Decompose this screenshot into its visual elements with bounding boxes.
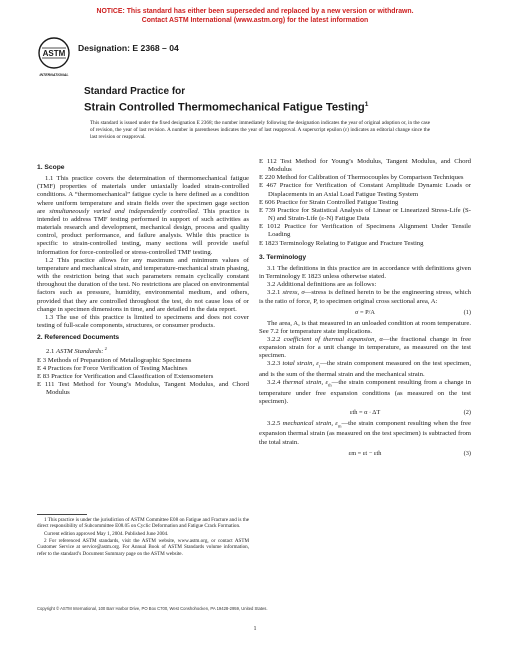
paragraph-3-2-3: 3.2.3 total strain, $\varepsilon_t—the$ strain component measured on the test specimen, and is the sum of the thermal strain and the mechanical strain.	[259, 360, 471, 378]
reference-item: E 83 Practice for Verification and Classification of Extensometers	[37, 372, 214, 380]
notice-line-2: Contact ASTM International (www.astm.org) for the latest information	[141, 17, 369, 24]
reference-item: E 220 Method for Calibration of Thermocouples by Comparison Techniques	[259, 174, 464, 182]
page-number: 1	[253, 626, 257, 632]
equation-2-body: εth = α · ΔT	[349, 408, 381, 416]
logo-text: ASTM	[42, 49, 66, 58]
equation-3-number: (3)	[463, 449, 471, 457]
astm-logo-icon	[37, 36, 71, 80]
paragraph-3-2-2: 3.2.2 coefficient of thermal expansion, α—the fractional change in free expansion strain for a unit change in temperature, as measured on the test specimen.	[259, 335, 472, 360]
equation-2-number: (2)	[463, 408, 471, 416]
footnote-1: 1 This practice is under the jurisdiction of ASTM Committee E08 on Fatigue and Fracture and is the direct responsibility of Subcommittee E08.05 on Cyclic Deformation and Fatigue Crack Formation.	[37, 517, 249, 530]
page-title	[84, 86, 444, 115]
paragraph-3-2-4: 3.2.4 thermal strain, $\varepsilon_{th}—the$ strain component resulting from a change in temperature under free expansion conditions (as measured on the test specimen).	[259, 379, 471, 405]
title-footnote-mark: 1	[364, 101, 369, 108]
left-column	[37, 160, 249, 397]
section-heading-referenced: 2. Referenced Documents	[37, 334, 120, 342]
equation-2	[259, 407, 471, 419]
paragraph-area: The area, A, is that measured in an unloaded condition at room temperature. See 7.2 for temperature state implications.	[259, 319, 471, 335]
equation-1-body: σ = P/A	[355, 308, 375, 316]
paragraph-1-1: 1.1 This practice covers the determination of thermomechanical fatigue (TMF) properties of materials under uniaxially loaded strain-controlled conditions. A “thermomechanical” fatigue cycle is here defined as a condition where uniform temperature and strain fields over the specimen gage section are simultaneously varied and independently controlled. This practice is intended to address TMF testing performed in support of such activities as materials research and development, mechanical design, process and quality control, product performance, and failure analysis. While this practice is specific to strain-controlled testing, many sections will provide useful information for force-controlled or stress-controlled TMF testing.	[37, 175, 249, 256]
reference-item: E 467 Practice for Verification of Constant Amplitude Dynamic Loads or Displacements in an Axial Load Fatigue Testing System	[259, 182, 471, 198]
equation-1	[259, 307, 471, 319]
paragraph-3-2: 3.2 Additional definitions are as follows:	[267, 281, 377, 289]
reference-item: E 112 Test Method for Young’s Modulus, Tangent Modulus, and Chord Modulus	[259, 158, 471, 174]
title-line-2: Strain Controlled Thermomechanical Fatigue Testing	[84, 101, 365, 114]
withdrawal-notice	[0, 7, 510, 25]
paragraph-3-1: 3.1 The definitions in this practice are in accordance with definitions given in Terminology E 1823 unless otherwise stated.	[259, 264, 471, 281]
right-column	[259, 158, 471, 461]
reference-item: E 111 Test Method for Young’s Modulus, Tangent Modulus, and Chord Modulus	[37, 381, 249, 397]
paragraph-3-2-1: 3.2.1 stress, σ—stress is defined herein to be the engineering stress, which is the ratio of force, P, to specimen original cross sectional area, A:	[259, 289, 472, 305]
issuance-statement: This standard is issued under the fixed designation E 2368; the number immediately following the designation indicates the year of original adoption or, in the case of revision, the year of last revision. A number in parentheses indicates the year of last reapproval. A superscript epsilon (ε) indicates an editorial change since the last revision or reapproval.	[90, 120, 430, 140]
footnote-2: 2 For referenced ASTM standards, visit the ASTM website, www.astm.org, or contact ASTM Customer Service at service@astm.org. For Annual Book of ASTM Standards volume information, refer to the standard’s Document Summary page on the ASTM website.	[37, 538, 249, 557]
copyright-line: Copyright © ASTM International, 100 Barr Harbor Drive, PO Box C700, West Conshohocken, PA 19428-2959, United States.	[37, 606, 268, 611]
reference-item: E 1012 Practice for Verification of Specimens Alignment Under Tensile Loading	[259, 223, 471, 239]
section-heading-scope: 1. Scope	[37, 164, 65, 171]
equation-1-number: (1)	[463, 308, 471, 316]
footnote-1-edition: Current edition approved May 1, 2004. Published June 2004.	[44, 530, 169, 537]
designation: Designation: E 2368 – 04	[78, 43, 179, 53]
equation-3	[259, 448, 471, 460]
astm-standards-subheading: 2.1 ASTM Standards: $^2$	[46, 346, 107, 356]
reference-item: E 1823 Terminology Relating to Fatigue and Fracture Testing	[259, 239, 424, 247]
reference-item: E 739 Practice for Statistical Analysis of Linear or Linearized Stress-Life (S-N) and Strain-Life (ε-N) Fatigue Data	[259, 206, 471, 223]
reference-item: E 606 Practice for Strain Controlled Fatigue Testing	[259, 198, 399, 206]
footnote-divider	[37, 514, 87, 515]
title-line-1: Standard Practice for	[84, 86, 186, 97]
footnotes	[37, 517, 249, 558]
reference-item: E 3 Methods of Preparation of Metallographic Specimens	[37, 356, 192, 364]
notice-line-1: NOTICE: This standard has either been superseded and replaced by a new version or withdrawn.	[96, 8, 414, 15]
reference-item: E 4 Practices for Force Verification of Testing Machines	[37, 364, 188, 372]
logo-subtext: INTERNATIONAL	[39, 73, 69, 77]
paragraph-1-2: 1.2 This practice allows for any maximum and minimum values of temperature and mechanical strain, and temperature-mechanical strain phasing, with the restriction being that such parameters remain cyclically constant throughout the duration of the test. No restrictions are placed on environmental factors such as pressure, humidity, environmental medium, and others, provided that they are controlled throughout the test, do not cause loss of or change in specimen dimensions in time, and are detailed in the data report.	[37, 256, 249, 313]
section-heading-terminology: 3. Terminology	[259, 253, 307, 261]
paragraph-3-2-5: 3.2.5 mechanical strain, $\varepsilon_m—the$ strain component resulting when the free expansion thermal strain (as measured on the test specimen) is subtracted from the total strain.	[259, 419, 471, 446]
paragraph-1-3: 1.3 The use of this practice is limited to specimens and does not cover testing of full-scale components, structures, or consumer products.	[37, 313, 249, 329]
equation-3-body: εm = εt − εth	[348, 449, 382, 457]
